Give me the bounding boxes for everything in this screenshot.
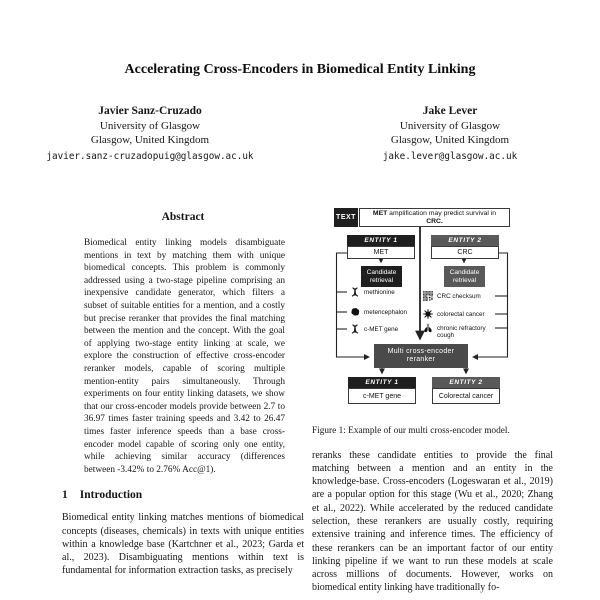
entity2-mention: CRC [431,246,499,259]
brain-icon [350,307,360,317]
dna-icon [350,324,360,334]
right-column [312,207,553,595]
sentence-crc: CRC. [426,217,443,225]
entity2-candidate-retrieval: Candidate retrieval [444,266,485,287]
author-email: jake.lever@glasgow.ac.uk [382,150,518,162]
dna-icon [350,287,360,297]
cancer-cell-icon [423,309,433,319]
candidate-label: CRC checksum [437,292,481,300]
author-name: Javier Sanz-Cruzado [98,105,202,117]
entity2-result-header: ENTITY 2 [432,377,500,388]
author-block-2 [300,104,600,164]
candidate-label: chronic refractory cough [437,324,486,339]
text-tag: TEXT [334,208,358,227]
section-title: Introduction [79,489,143,502]
entity2-header: ENTITY 2 [431,235,499,246]
author-location: Glasgow, United Kingdom [90,134,210,146]
candidate-row [350,287,395,297]
authors-row [0,104,600,164]
candidate-row [423,323,499,340]
abstract-heading: Abstract [161,211,205,223]
lungs-icon [423,323,433,333]
author-affiliation: University of Glasgow [99,119,201,132]
sentence-box [359,208,510,227]
author-name: Jake Lever [422,105,478,117]
candidate-row [350,307,407,317]
author-block-1 [0,104,300,164]
candidate-row [423,309,485,319]
sentence-met: MET [372,209,388,217]
introduction-text: Biomedical entity linking matches mentions of biomedical concepts (diseases, chemicals) in texts with unique entities within a knowledge base (Kartchner et al., 2023; Garda et al., 2023). Disambiguating mentions within text is fundamental for information extraction tasks, as precisely [62,512,304,577]
candidate-row [423,291,481,301]
abstract-text: Biomedical entity linking models disambiguate mentions in text by matching them with unique biomedical concepts. This problem is commonly addressed using a two-stage pipeline comprising an inexpensive candidate generator, which filters a subset of suitable entities for a mention, and a costly but precise reranker that provides the final matching between the mention and the concept. With the goal of applying two-stage entity linking at scale, we explore the construction of effective cross-encoder reranker models, capable of scoring multiple mention-entity pairs simultaneously. Through experiments on four entity linking datasets, we show that our cross-encoder models provide between 2.7 to 36.97 times faster training speeds and 3.42 to 26.47 times faster inference speeds than a base cross-encoder model capable of scoring only one entity, while achieving similar accuracy (differences between -3.42% to 2.76% Acc@1). [84,238,285,475]
left-column [62,207,304,578]
entity2-result: Colorectal cancer [432,388,500,404]
author-email: javier.sanz-cruzadopuig@glasgow.ac.uk [46,150,254,162]
qr-code-icon [423,291,433,301]
section-number: 1 [62,489,68,502]
figure-caption: Figure 1: Example of our multi cross-encoder model. [312,426,510,436]
entity1-candidate-retrieval: Candidate retrieval [361,266,402,287]
section-heading-introduction [62,489,304,501]
right-column-text: reranks these candidate entities to provide the final matching between a mention and an entity in the knowledge-base. Cross-encoders (Logeswaran et al., 2019) are a popular option for this stage (Wu et al., 2020; Zhang et al., 2022). While accelerated by the reduced candidate selection, these rerankers are usually costly, requiring extensive training and inference times. The efficiency of these rerankers can be an important factor of our entity linking pipeline if we want to run these models at scale across millions of documents. However, works on biomedical entity linking have traditionally fo- [312,449,553,594]
author-affiliation: University of Glasgow [399,119,501,132]
candidate-label: colorectal cancer [437,310,485,318]
candidate-label: c-MET gene [364,325,399,333]
sentence-mid: amplification may predict survival in [387,209,497,217]
reranker-box: Multi cross-encoder reranker [374,344,468,368]
author-location: Glasgow, United Kingdom [390,134,510,146]
entity1-result-header: ENTITY 1 [348,377,416,388]
candidate-label: methionine [364,288,395,296]
entity1-header: ENTITY 1 [347,235,415,246]
figure-1-diagram [332,207,512,413]
paper-title: Accelerating Cross-Encoders in Biomedical Entity Linking [124,62,476,77]
entity1-result: c-MET gene [348,388,416,404]
candidate-label: metencephalon [364,308,408,316]
entity1-mention: MET [347,246,415,259]
candidate-row [350,324,398,334]
